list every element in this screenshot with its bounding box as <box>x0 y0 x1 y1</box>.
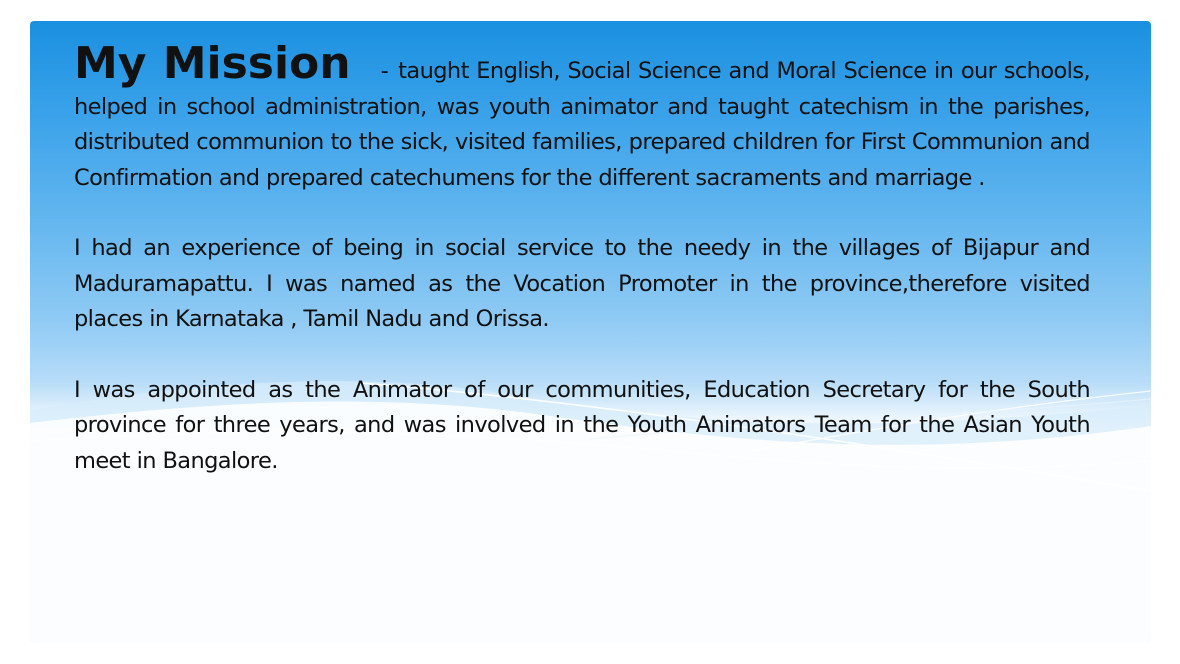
heading-separator: - <box>380 58 389 84</box>
social-service-paragraph: I had an experience of being in social service to the needy in the villages of Bijapur and Maduramapattu. I was named as the Vocation Promoter in the province,therefore visited places in Karnataka , Tamil Nadu and Orissa. <box>74 235 1090 332</box>
mission-text: taught English, Social Science and Moral Science in our schools, helped in school administration, was youth animator and taught catechism in the parishes, distributed communion to the sick, visited families, prepared children for First Communion and Confirmation and prepared catechumens for the different sacraments and marriage . <box>74 58 1090 191</box>
slide-content <box>74 38 1090 479</box>
slide-heading: My Mission <box>74 38 351 89</box>
animator-paragraph: I was appointed as the Animator of our communities, Education Secretary for the South province for three years, and was involved in the Youth Animators Team for the Asian Youth meet in Bangalore. <box>74 376 1090 474</box>
mission-paragraph <box>74 38 1090 196</box>
